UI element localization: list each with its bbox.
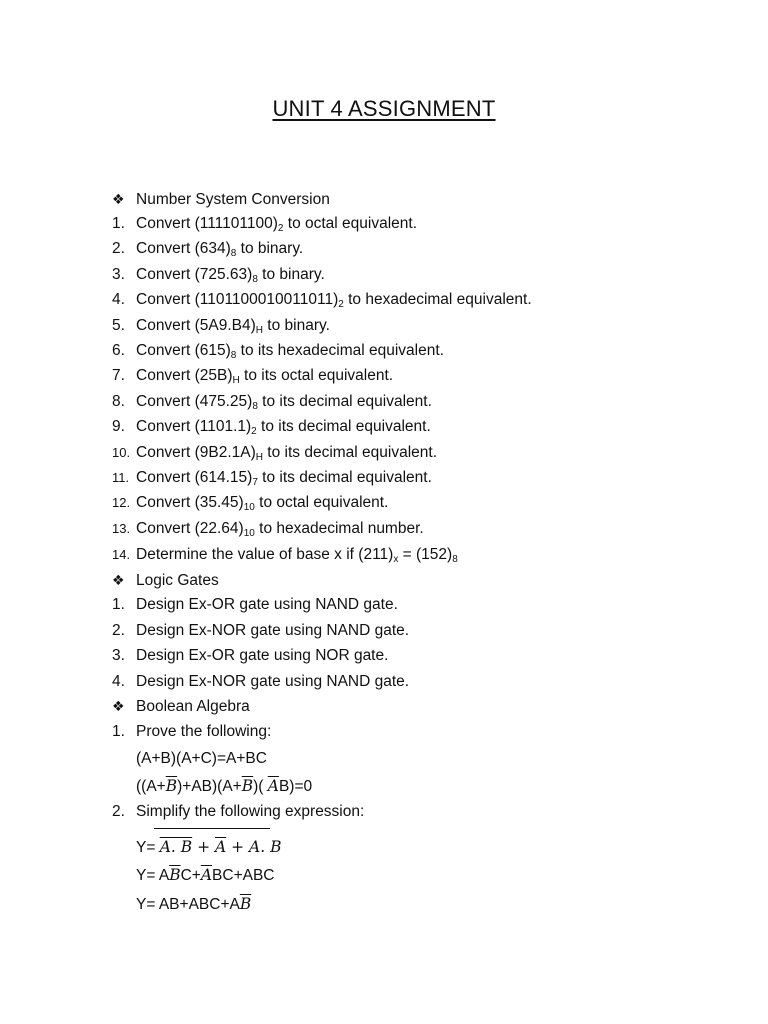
list-item	[112, 620, 409, 642]
item-text-pre: Convert (111101100)	[136, 215, 278, 232]
item-text-pre: Convert (475.25)	[136, 392, 253, 410]
item-number: 6.	[112, 342, 125, 359]
item-text-pre: Convert (25B)	[136, 367, 233, 385]
item-text	[136, 215, 417, 232]
item-text-post: to its decimal equivalent.	[257, 469, 432, 486]
item-number: 10.	[112, 444, 131, 460]
eq-part: Y=	[136, 839, 160, 856]
item-text-pre: Determine the value of base x if (211)	[136, 546, 394, 563]
heading-text: Logic Gates	[136, 572, 219, 589]
item-text	[136, 393, 432, 410]
list-item	[112, 264, 325, 286]
item-text-post: to hexadecimal equivalent.	[343, 291, 532, 309]
list-item	[112, 391, 432, 413]
item-number: 12.	[112, 495, 131, 511]
equation	[136, 775, 312, 797]
base-subscript: 8	[252, 400, 258, 412]
item-text-pre: Convert (634)	[136, 240, 231, 258]
eq-complement: $\overline{B}$	[165, 777, 178, 795]
item-text-post: to octal equivalent.	[254, 494, 389, 512]
eq-complement: $\overline{B}$	[241, 777, 254, 795]
item-text	[136, 469, 432, 486]
item-text	[136, 418, 431, 438]
item-text-pre: Convert (614.15)	[136, 469, 253, 486]
item-number: 4.	[112, 672, 125, 690]
list-item	[112, 289, 532, 311]
item-text-mid: = (152)	[398, 546, 453, 563]
list-item	[112, 721, 271, 743]
base-subscript: 7	[252, 477, 258, 488]
eq-part: )(	[253, 778, 268, 795]
equation	[136, 893, 251, 915]
overline-bar	[154, 828, 270, 829]
item-text	[136, 494, 389, 514]
eq-term: A. B	[159, 838, 193, 856]
item-number: 5.	[112, 316, 125, 334]
eq-complement: $\overline{A}$	[267, 777, 279, 795]
page-title: UNIT 4 ASSIGNMENT	[272, 96, 496, 121]
item-text: Simplify the following expression:	[136, 803, 365, 820]
eq-part: BC+ABC	[212, 867, 275, 884]
section-heading-number-system	[112, 188, 330, 210]
base-subscript: x	[393, 554, 399, 565]
diamond-bullet-icon: ❖	[112, 191, 125, 207]
list-item	[112, 467, 432, 489]
item-text: Design Ex-OR gate using NAND gate.	[136, 596, 398, 613]
list-item	[112, 238, 303, 260]
item-text-pre: Convert (35.45)	[136, 494, 244, 512]
base-subscript: 8	[230, 248, 237, 260]
list-item	[112, 213, 417, 235]
base-subscript: 2	[277, 223, 284, 234]
item-text-post: to its decimal equivalent.	[262, 443, 438, 461]
item-text-post: to its decimal equivalent.	[256, 418, 431, 436]
item-text	[136, 317, 330, 334]
item-number: 3.	[112, 265, 125, 283]
base-subscript: 8	[252, 273, 258, 285]
base-subscript: H	[232, 375, 240, 387]
base-subscript: 8	[452, 554, 458, 565]
eq-term: A. B	[249, 838, 282, 856]
item-text-post: to octal equivalent.	[283, 215, 418, 232]
item-text-pre: Convert (5A9.B4)	[136, 316, 256, 334]
item-text: Prove the following:	[136, 723, 272, 740]
item-text	[136, 342, 444, 359]
item-number: 4.	[112, 291, 125, 309]
item-text-post: to binary.	[257, 265, 325, 283]
heading-text: Boolean Algebra	[136, 698, 250, 715]
equation	[136, 864, 275, 886]
item-number: 7.	[112, 367, 125, 385]
equation: (A+B)(A+C)=A+BC	[136, 750, 267, 767]
item-text	[136, 546, 458, 563]
diamond-bullet-icon: ❖	[112, 572, 125, 588]
base-subscript: 10	[243, 502, 255, 514]
eq-part: Y= A	[136, 867, 170, 884]
item-number: 3.	[112, 647, 125, 664]
base-subscript: H	[255, 324, 263, 336]
item-number: 9.	[112, 418, 125, 436]
section-heading-boolean-algebra	[112, 695, 250, 717]
item-text-pre: Convert (725.63)	[136, 265, 253, 283]
item-text	[136, 520, 424, 537]
eq-part: )+AB)(A+	[177, 778, 242, 795]
item-text-post: to hexadecimal number.	[254, 519, 424, 537]
eq-operator: +	[192, 838, 215, 856]
item-text	[136, 291, 532, 311]
item-text-pre: Convert (22.64)	[136, 519, 244, 537]
base-subscript: 10	[243, 527, 255, 539]
item-text-post: to its hexadecimal equivalent.	[236, 342, 444, 359]
item-text: Design Ex-NOR gate using NAND gate.	[136, 621, 410, 639]
item-text: Design Ex-NOR gate using NAND gate.	[136, 672, 410, 690]
item-text	[136, 240, 304, 260]
base-subscript: 2	[251, 426, 257, 438]
list-item	[112, 442, 437, 464]
eq-part: ((A+	[136, 778, 166, 795]
item-text: Design Ex-OR gate using NOR gate.	[136, 647, 389, 664]
item-number: 13.	[112, 520, 131, 536]
eq-complement: $\overline{B}$	[239, 895, 252, 913]
eq-operator: +	[226, 838, 250, 856]
list-item	[112, 518, 424, 540]
item-text-post: to binary.	[236, 240, 304, 258]
diamond-bullet-icon: ❖	[112, 698, 125, 714]
item-text-pre: Convert (9B2.1A)	[136, 443, 256, 461]
base-subscript: 8	[230, 350, 237, 361]
item-text-post: to binary.	[262, 316, 330, 334]
list-item	[112, 365, 393, 387]
list-item	[112, 492, 388, 514]
list-item	[112, 544, 458, 566]
item-number: 1.	[112, 215, 125, 232]
item-number: 1.	[112, 596, 125, 613]
item-text	[136, 266, 325, 283]
item-text-post: to its decimal equivalent.	[257, 392, 432, 410]
list-item	[112, 416, 431, 438]
item-text-pre: Convert (615)	[136, 342, 231, 359]
item-text-post: to its octal equivalent.	[239, 367, 394, 385]
list-item	[112, 594, 398, 616]
list-item	[112, 645, 388, 667]
item-text	[136, 444, 437, 461]
eq-complement: $\overline{B}$	[169, 866, 181, 884]
list-item	[112, 340, 444, 362]
eq-part: B)=0	[278, 778, 313, 795]
item-text-pre: Convert (1101.1)	[136, 418, 252, 436]
list-item	[112, 671, 409, 693]
item-number: 14.	[112, 547, 131, 562]
base-subscript: 2	[338, 299, 344, 311]
item-number: 2.	[112, 803, 125, 820]
item-number: 8.	[112, 392, 125, 410]
eq-complement: $\overline{A}$	[215, 838, 227, 856]
equation	[136, 836, 282, 858]
eq-complement: $\overline{A}$	[200, 866, 213, 884]
item-text-pre: Convert (1101100010011011)	[136, 291, 339, 309]
heading-text: Number System Conversion	[136, 191, 330, 208]
item-text	[136, 367, 394, 387]
item-number: 1.	[112, 723, 125, 740]
eq-part: C+	[180, 867, 201, 884]
item-number: 2.	[112, 621, 125, 639]
item-number: 11.	[112, 470, 130, 485]
base-subscript: H	[255, 451, 263, 463]
list-item	[112, 801, 364, 823]
item-number: 2.	[112, 240, 125, 258]
eq-part: Y= AB+ABC+A	[136, 896, 240, 913]
list-item	[112, 315, 330, 337]
section-heading-logic-gates	[112, 569, 219, 591]
